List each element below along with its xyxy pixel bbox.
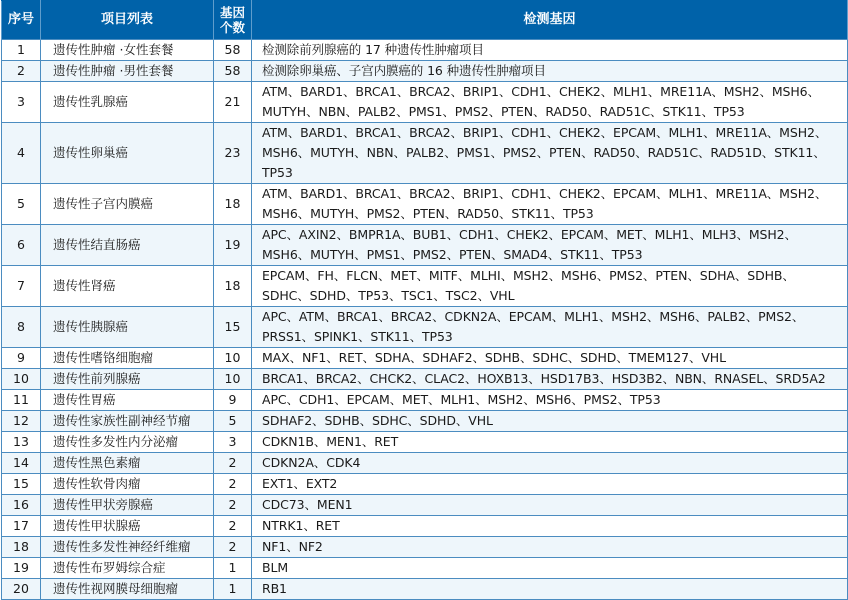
table-row	[2, 123, 848, 184]
gene-count: 5	[214, 411, 252, 432]
table-row	[2, 369, 848, 390]
gene-count: 18	[214, 184, 252, 225]
gene-list: APC、AXIN2、BMPR1A、BUB1、CDH1、CHEK2、EPCAM、MET、MLH1、MLH3、MSH2、MSH6、MUTYH、PMS1、PMS2、PTEN、SMAD4、STK11、TP53	[252, 225, 848, 266]
gene-list: APC、ATM、BRCA1、BRCA2、CDKN2A、EPCAM、MLH1、MSH2、MSH6、PALB2、PMS2、PRSS1、SPINK1、STK11、TP53	[252, 307, 848, 348]
table-row	[2, 225, 848, 266]
table-row	[2, 432, 848, 453]
project-name: 遗传性家族性副神经节瘤	[41, 411, 214, 432]
row-number: 20	[2, 579, 41, 600]
gene-list: NF1、NF2	[252, 537, 848, 558]
table-row	[2, 453, 848, 474]
gene-count: 2	[214, 537, 252, 558]
gene-count: 58	[214, 61, 252, 82]
project-name: 遗传性胃癌	[41, 390, 214, 411]
header-genes: 检测基因	[252, 1, 848, 40]
gene-count: 2	[214, 474, 252, 495]
row-number: 10	[2, 369, 41, 390]
row-number: 9	[2, 348, 41, 369]
table-row	[2, 579, 848, 600]
project-name: 遗传性甲状腺癌	[41, 516, 214, 537]
gene-list: APC、CDH1、EPCAM、MET、MLH1、MSH2、MSH6、PMS2、TP53	[252, 390, 848, 411]
gene-count: 2	[214, 495, 252, 516]
gene-list: NTRK1、RET	[252, 516, 848, 537]
project-name: 遗传性布罗姆综合症	[41, 558, 214, 579]
gene-list: ATM、BARD1、BRCA1、BRCA2、BRIP1、CDH1、CHEK2、EPCAM、MLH1、MRE11A、MSH2、MSH6、MUTYH、PMS2、PTEN、RAD50、STK11、TP53	[252, 184, 848, 225]
project-name: 遗传性视网膜母细胞瘤	[41, 579, 214, 600]
table-row	[2, 537, 848, 558]
gene-count: 2	[214, 453, 252, 474]
gene-count: 15	[214, 307, 252, 348]
table-row	[2, 348, 848, 369]
row-number: 16	[2, 495, 41, 516]
row-number: 12	[2, 411, 41, 432]
project-name: 遗传性结直肠癌	[41, 225, 214, 266]
gene-list: RB1	[252, 579, 848, 600]
project-name: 遗传性肿瘤 ·男性套餐	[41, 61, 214, 82]
project-name: 遗传性肿瘤 ·女性套餐	[41, 40, 214, 61]
gene-count: 2	[214, 516, 252, 537]
row-number: 11	[2, 390, 41, 411]
table-body	[2, 40, 848, 600]
gene-list: EXT1、EXT2	[252, 474, 848, 495]
project-name: 遗传性嗜铬细胞瘤	[41, 348, 214, 369]
table-row	[2, 40, 848, 61]
project-name: 遗传性子宫内膜癌	[41, 184, 214, 225]
project-name: 遗传性甲状旁腺癌	[41, 495, 214, 516]
gene-list: MAX、NF1、RET、SDHA、SDHAF2、SDHB、SDHC、SDHD、TMEM127、VHL	[252, 348, 848, 369]
row-number: 5	[2, 184, 41, 225]
table-row	[2, 516, 848, 537]
gene-list: CDC73、MEN1	[252, 495, 848, 516]
gene-test-table	[1, 0, 848, 600]
gene-count: 1	[214, 558, 252, 579]
table-row	[2, 474, 848, 495]
project-name: 遗传性胰腺癌	[41, 307, 214, 348]
project-name: 遗传性肾癌	[41, 266, 214, 307]
row-number: 6	[2, 225, 41, 266]
project-name: 遗传性乳腺癌	[41, 82, 214, 123]
gene-list: BLM	[252, 558, 848, 579]
table-row	[2, 558, 848, 579]
gene-count: 10	[214, 369, 252, 390]
project-name: 遗传性前列腺癌	[41, 369, 214, 390]
header-name: 项目列表	[41, 1, 214, 40]
row-number: 4	[2, 123, 41, 184]
project-name: 遗传性黑色素瘤	[41, 453, 214, 474]
row-number: 18	[2, 537, 41, 558]
header-count	[214, 1, 252, 40]
gene-count: 3	[214, 432, 252, 453]
table-row	[2, 82, 848, 123]
row-number: 14	[2, 453, 41, 474]
table-row	[2, 495, 848, 516]
row-number: 19	[2, 558, 41, 579]
gene-list: ATM、BARD1、BRCA1、BRCA2、BRIP1、CDH1、CHEK2、EPCAM、MLH1、MRE11A、MSH2、MSH6、MUTYH、NBN、PALB2、PMS1、PMS2、PTEN、RAD50、RAD51C、RAD51D、STK11、TP53	[252, 123, 848, 184]
gene-count: 18	[214, 266, 252, 307]
row-number: 8	[2, 307, 41, 348]
project-name: 遗传性卵巢癌	[41, 123, 214, 184]
table-row	[2, 61, 848, 82]
gene-list: 检测除前列腺癌的 17 种遗传性肿瘤项目	[252, 40, 848, 61]
project-name: 遗传性多发性内分泌瘤	[41, 432, 214, 453]
gene-count: 9	[214, 390, 252, 411]
gene-count: 10	[214, 348, 252, 369]
row-number: 3	[2, 82, 41, 123]
gene-list: BRCA1、BRCA2、CHCK2、CLAC2、HOXB13、HSD17B3、HSD3B2、NBN、RNASEL、SRD5A2	[252, 369, 848, 390]
gene-count: 21	[214, 82, 252, 123]
project-name: 遗传性多发性神经纤维瘤	[41, 537, 214, 558]
header-count-line2: 个数	[219, 20, 245, 35]
gene-list: CDKN1B、MEN1、RET	[252, 432, 848, 453]
row-number: 1	[2, 40, 41, 61]
table-row	[2, 411, 848, 432]
table-row	[2, 184, 848, 225]
gene-count: 1	[214, 579, 252, 600]
row-number: 15	[2, 474, 41, 495]
gene-count: 23	[214, 123, 252, 184]
gene-list: EPCAM、FH、FLCN、MET、MITF、MLHI、MSH2、MSH6、PMS2、PTEN、SDHA、SDHB、SDHC、SDHD、TP53、TSC1、TSC2、VHL	[252, 266, 848, 307]
row-number: 2	[2, 61, 41, 82]
table-row	[2, 307, 848, 348]
table-row	[2, 266, 848, 307]
gene-list: SDHAF2、SDHB、SDHC、SDHD、VHL	[252, 411, 848, 432]
table-row	[2, 390, 848, 411]
gene-list: 检测除卵巢癌、子宫内膜癌的 16 种遗传性肿瘤项目	[252, 61, 848, 82]
gene-list: CDKN2A、CDK4	[252, 453, 848, 474]
row-number: 7	[2, 266, 41, 307]
project-name: 遗传性软骨肉瘤	[41, 474, 214, 495]
row-number: 13	[2, 432, 41, 453]
gene-count: 58	[214, 40, 252, 61]
gene-count: 19	[214, 225, 252, 266]
table-header	[2, 1, 848, 40]
row-number: 17	[2, 516, 41, 537]
gene-list: ATM、BARD1、BRCA1、BRCA2、BRIP1、CDH1、CHEK2、MLH1、MRE11A、MSH2、MSH6、MUTYH、NBN、PALB2、PMS1、PMS2、PTEN、RAD50、RAD51C、STK11、TP53	[252, 82, 848, 123]
header-no: 序号	[2, 1, 41, 40]
header-count-line1: 基因	[219, 5, 245, 20]
